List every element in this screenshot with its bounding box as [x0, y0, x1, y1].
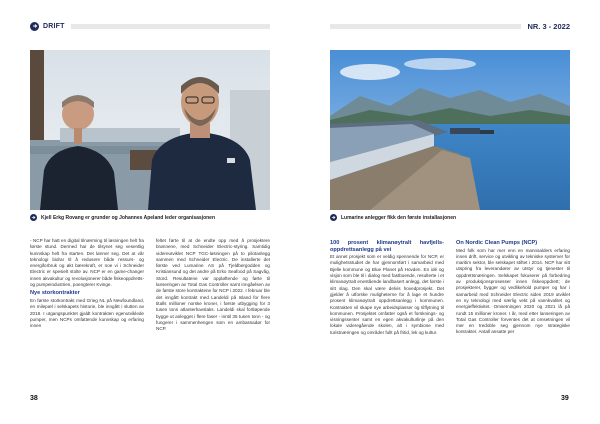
caption-text: Kjell Erkg Rovang er grunder og Johannes Apeland leder organisasjonen: [41, 214, 216, 221]
paragraph: Med folk som har mer enn en mannsalders erfaring innen drift, service og utvikling av tekniske systemer for maritim sektor, ble selskapet stiftet i 2014. NCP har sitt utspring fra leverandører av utstyr og tjenester til oppdrettsnæringen. Selskapet fokuserer på forbedring av produksjonsprosesser innen fiskeoppdrett; de prosjekterer, bygger og vedlikehold pumper og har i samarbeid med Schneider Electric siden 2019 utviklet en ny teknologi med særlig vekt på vannkvalitet og energieffektivitet. Omsetningen 2020 og 2021 lå på rundt 15 millioner kroner. I år, med etter lanseringen av Total Gas Controller forventes det at omsetningen vil mer en tredoble seg gjennom nye strategiske kontrakter. Antall ansatte per: [456, 247, 570, 335]
right-page: [300, 0, 600, 424]
caption-text: Lumarine anlegger fikk den første installasjonen: [341, 214, 457, 221]
subheading: 100 prosent klimanøytralt havfjells-oppdrettsanlegg på vei: [330, 240, 444, 253]
arrow-right-icon: [30, 214, 37, 221]
section-header: [30, 20, 270, 32]
arrow-right-icon: [330, 214, 337, 221]
paragraph: - NCP har hatt en digital tilnærming til løsningen helt fra første stund. Dermed har de tilsynet seg vesentlig kunnskap helt fra starten. Det lønner seg. Det at vår teknologi bidrar til å redusere både ressurs- og energiforbruk og økt bærekraft, er noe vi i Schneider Electric er spesielt stolte av. NCP er en game-changer innen akvakultur og revolusjonerer både fiskeoppdretts- og pumpeindustrien, poengterer Kvinge.: [30, 238, 144, 288]
header-rule: [71, 24, 270, 29]
paragraph: En første storkontrakt med Grieg NL på Newfoundland, en milepæl i selskapets historie, ble inngått i slutten av 2018. I utgangspunktet gjaldt kontrakten egenutviklede pumper, men NCPs omfattende kunnskap og erfaring innen: [30, 297, 144, 329]
page-number: 39: [561, 395, 569, 402]
subheading: Nye storkontrakter: [30, 290, 80, 297]
header-rule: [330, 24, 521, 29]
page-number: 38: [30, 395, 38, 402]
issue-header: [330, 20, 570, 32]
subheading: On Nordic Clean Pumps (NCP): [456, 240, 538, 246]
photo-caption: [330, 214, 570, 221]
section-label: DRIFT: [43, 22, 65, 30]
photo-caption: [30, 214, 270, 221]
text-column-1: [330, 238, 444, 336]
text-column-2: [456, 238, 570, 336]
text-column-1: [30, 238, 144, 329]
paragraph: feltet førte til at de endte opp med å prosjektere brønnene, med Schneider Electric-styring. Samtidig videreutviklet NCP TGC-løsningen på to pilotanlegg sammen med Schneider Electric. De installerte det første ved Lumarine AS på Tjeldbergodden og Kristiansund og det andre på Erko Seafood på Sagvåg, Stord. Resultatene var oppløftende og førte til lanseringen av Total Gas Controller samt inngåelsen av de første store kontraktene for NCP i 2022. I februar ble det inngått kontrakt med Landeldi på Island for flere titalls millioner norske kroner, i første utbygging for 3 tusen tonn atlanterhavslaks. Landeldi skal fortløpende bygge ut anlegget i flere faser - inntil 35 tusen tonn - og fungerer i sammenhengen som en ambassadør for NCP.: [156, 238, 270, 332]
issue-label: NR. 3 - 2022: [527, 21, 570, 31]
photo-fish-farm: [330, 50, 570, 210]
photo-two-men: [30, 50, 270, 210]
arrow-right-icon: [30, 22, 39, 31]
text-column-2: [156, 238, 270, 332]
paragraph: Et annet prosjekt som er veldig spennende for NCP, er mulighetsstudiet de har gjennomført i samarbeid med Bjelle kommune og Blue Planet på Hovden. En idé og visjon som ble til i dialog med fastboende, resulterte i et klimanøytralt enestående landbasert anlegg, det første i sitt slag. Den skal være delvis hovedprosjekt. Det gjelder å utforske muligheterne for å lage et hundre prosent klimanøytralt oppdrettsanlegg i kommunen. Kontrakten vil skape nye arbeidsplasser og tilflytning til kommunen. Prosjektet omfatter også et forsknings- og visningssenter samt en egen akvakulturlinje på den lokale videregående skolen, alt i symbiose med turistnæringen og områder fullt på fritid, lek og kultur.: [330, 254, 444, 335]
